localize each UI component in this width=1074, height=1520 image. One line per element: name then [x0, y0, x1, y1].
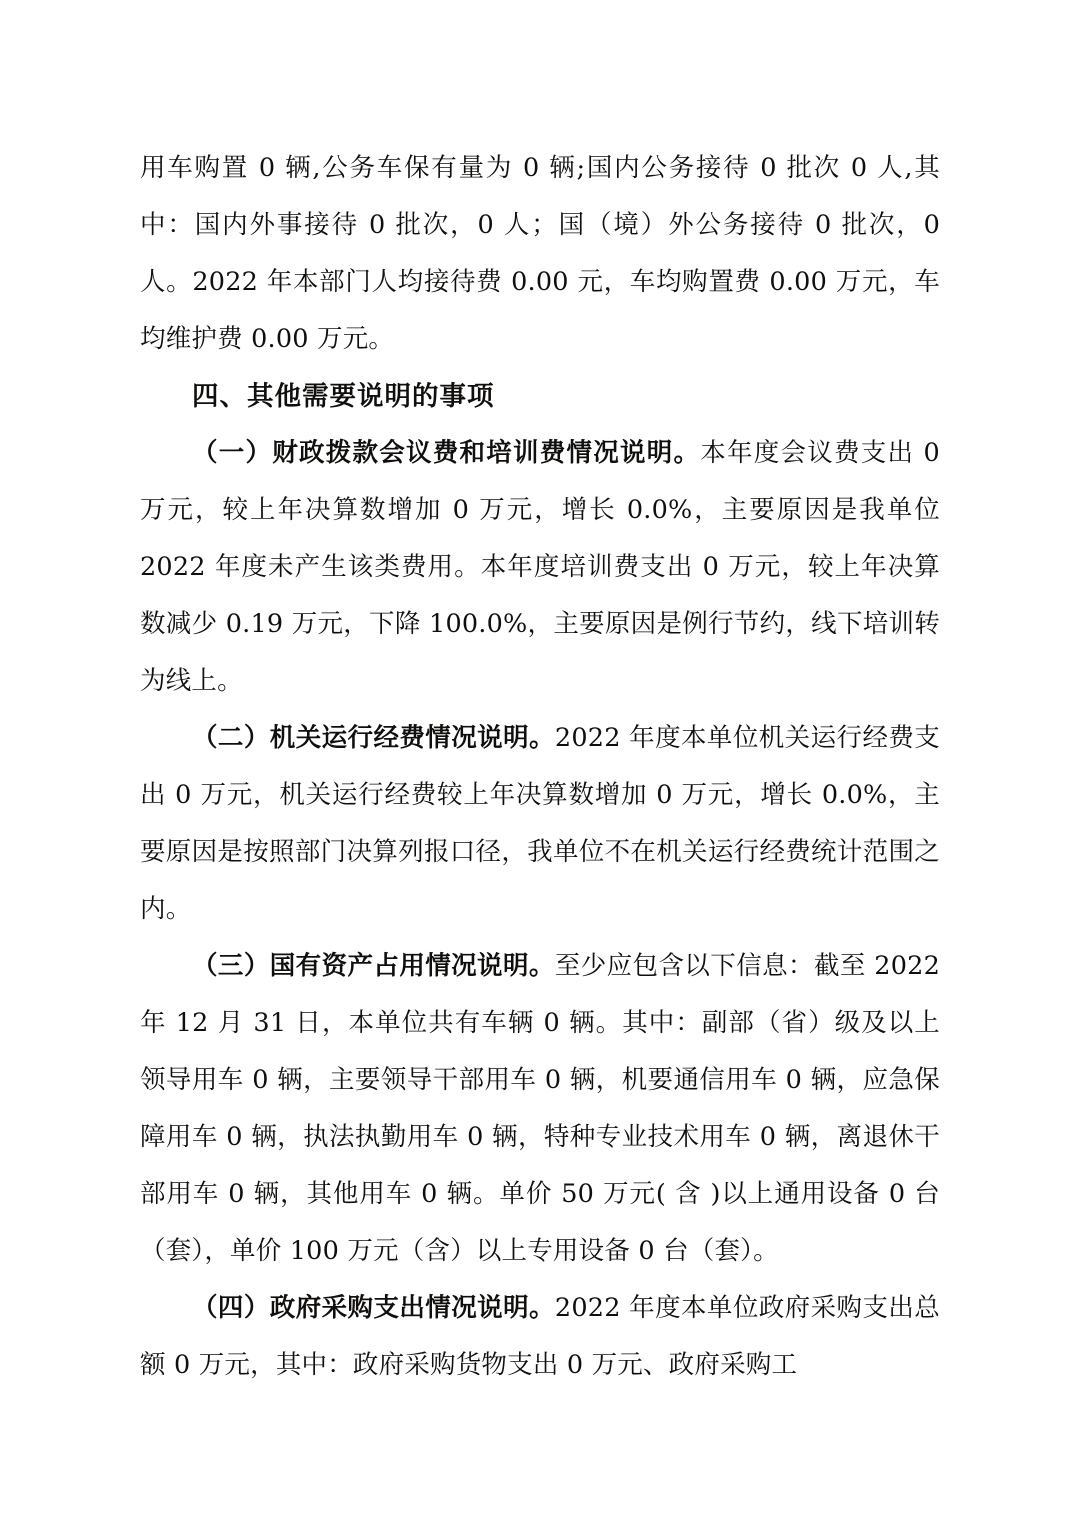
paragraph-agency-operating-lead: （二）机关运行经费情况说明。 — [192, 723, 555, 753]
paragraph-meeting-training-lead: （一）财政拨款会议费和培训费情况说明。 — [192, 438, 701, 468]
paragraph-vehicle-reception: 用车购置 0 辆,公务车保有量为 0 辆;国内公务接待 0 批次 0 人,其中：国内外事接待 0 批次，0 人；国（境）外公务接待 0 批次，0 人。2022 年本部门人均接待费 0.00 元，车均购置费 0.00 万元，车均维护费 0.00 万元。 — [140, 153, 940, 354]
paragraph-meeting-training — [140, 425, 940, 710]
document-body — [140, 140, 940, 1394]
paragraph-gov-procurement — [140, 1280, 940, 1394]
paragraph-gov-procurement-body: 2022 年度本单位政府采购支出总额 0 万元，其中：政府采购货物支出 0 万元、政府采购工 — [140, 1293, 940, 1380]
heading-other-matters: 四、其他需要说明的事项 — [192, 381, 495, 412]
paragraph-agency-operating — [140, 710, 940, 938]
paragraph-meeting-training-body: 本年度会议费支出 0 万元，较上年决算数增加 0 万元，增长 0.0%，主要原因是我单位 2022 年度未产生该类费用。本年度培训费支出 0 万元，较上年决算数减少 0.19 万元，下降 100.0%，主要原因是例行节约，线下培训转为线上。 — [140, 438, 940, 696]
paragraph-state-assets — [140, 938, 940, 1280]
paragraph-state-assets-lead: （三）国有资产占用情况说明。 — [192, 951, 555, 981]
paragraph-gov-procurement-lead: （四）政府采购支出情况说明。 — [192, 1293, 555, 1323]
paragraph-state-assets-body: 至少应包含以下信息：截至 2022 年 12 月 31 日，本单位共有车辆 0 辆。其中：副部（省）级及以上领导用车 0 辆，主要领导干部用车 0 辆，机要通信用车 0 辆，应急保障用车 0 辆，执法执勤用车 0 辆，特种专业技术用车 0 辆，离退休干部用车 0 辆，其他用车 0 辆。单价 50 万元( 含 )以上通用设备 0 台（套），单价 100 万元（含）以上专用设备 0 台（套）。 — [140, 951, 940, 1266]
paragraph-agency-operating-body: 2022 年度本单位机关运行经费支出 0 万元，机关运行经费较上年决算数增加 0 万元，增长 0.0%，主要原因是按照部门决算列报口径，我单位不在机关运行经费统计范围之内。 — [140, 723, 940, 924]
